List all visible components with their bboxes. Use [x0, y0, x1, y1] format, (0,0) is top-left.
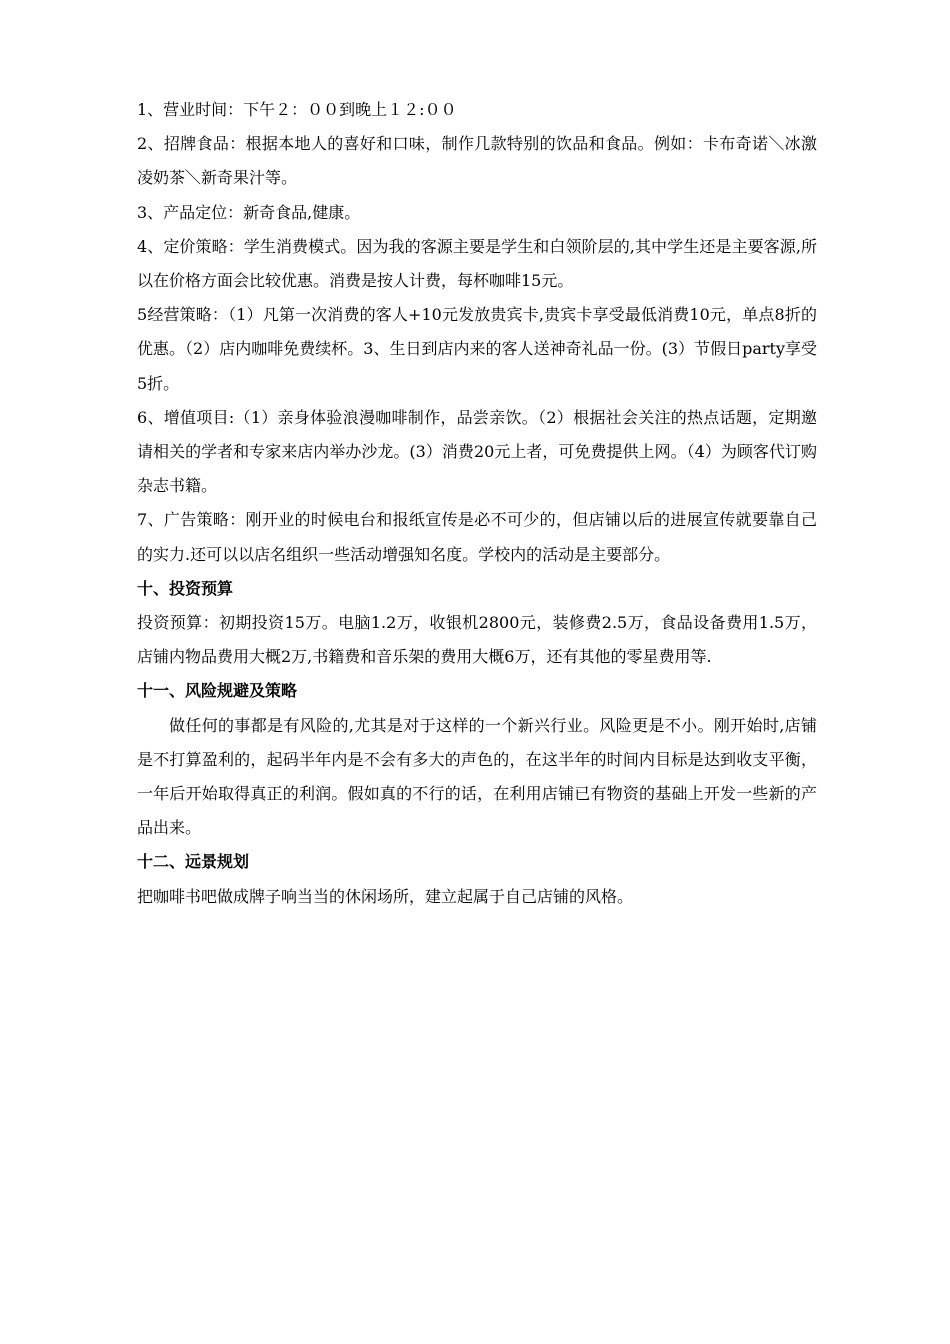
paragraph-product-positioning: 3、产品定位：新奇食品,健康。 [137, 202, 361, 222]
heading-vision-planning: 十二、远景规划 [137, 852, 250, 872]
paragraph-operating-strategy: 5经营策略：（1）凡第一次消费的客人+10元发放贵宾卡,贵宾卡享受最低消费10元，单点8折的优惠。（2）店内咖啡免费续杯。3、生日到店内来的客人送神奇礼品一份。(3）节假日party享受5折。 [137, 305, 817, 393]
paragraph-pricing-strategy: 4、定价策略：学生消费模式。因为我的客源主要是学生和白领阶层的,其中学生还是主要客源,所以在价格方面会比较优惠。消费是按人计费，每杯咖啡15元。 [137, 236, 817, 291]
paragraph-signature-food: 2、招牌食品：根据本地人的喜好和口味，制作几款特别的饮品和食品。例如：卡布奇诺＼冰激凌奶茶＼新奇果汁等。 [137, 134, 817, 188]
heading-risk-avoidance: 十一、风险规避及策略 [137, 681, 298, 701]
paragraph-value-added-items: 6、增值项目:（1）亲身体验浪漫咖啡制作，品尝亲饮。（2）根据社会关注的热点话题，定期邀请相关的学者和专家来店内举办沙龙。(3）消费20元上者，可免费提供上网。（4）为顾客代订购杂志书籍。 [137, 407, 817, 496]
paragraph-vision-planning: 把咖啡书吧做成牌子响当当的休闲场所，建立起属于自己店铺的风格。 [137, 886, 634, 906]
paragraph-risk-avoidance: 做任何的事都是有风险的,尤其是对于这样的一个新兴行业。风险更是不小。刚开始时,店铺是不打算盈利的，起码半年内是不会有多大的声色的，在这半年的时间内目标是达到收支平衡，一年后开始取得真正的利润。假如真的不行的话，在利用店铺已有物资的基础上开发一些新的产品出来。 [137, 715, 817, 838]
paragraph-investment-budget: 投资预算：初期投资15万。电脑1.2万，收银机2800元，装修费2.5万，食品设备费用1.5万，店铺内物品费用大概2万,书籍费和音乐架的费用大概6万，还有其他的零星费用等. [137, 613, 817, 667]
heading-investment-budget: 十、投资预算 [137, 578, 234, 598]
paragraph-business-hours: 1、营业时间：下午２：００到晚上１２:００ [137, 100, 457, 119]
paragraph-advertising-strategy: 7、广告策略：刚开业的时候电台和报纸宣传是必不可少的，但店铺以后的进展宣传就要靠自己的实力.还可以以店名组织一些活动增强知名度。学校内的活动是主要部分。 [137, 510, 817, 564]
document-page [137, 93, 817, 914]
